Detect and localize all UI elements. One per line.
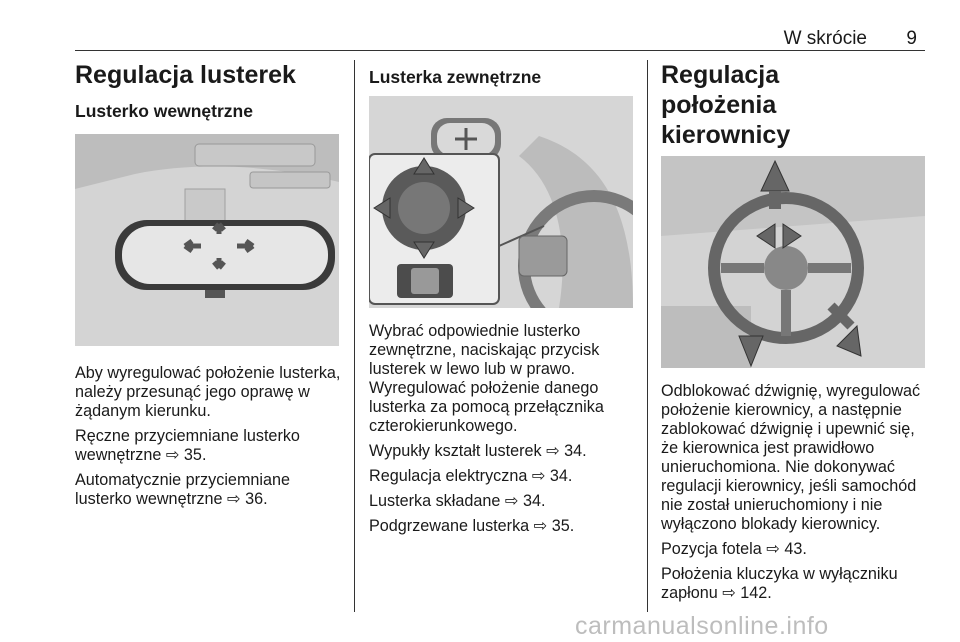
page-header [75, 28, 925, 50]
xref-paragraph[interactable]: Położenia kluczyka w wyłączniku zapłonu ⇨ 142. [661, 565, 898, 602]
header-rule [75, 50, 925, 51]
xref-paragraph[interactable]: Lusterka składane ⇨ 34. [369, 492, 546, 510]
exterior-mirror-text [369, 322, 633, 536]
xref-paragraph[interactable]: Regulacja elektryczna ⇨ 34. [369, 467, 573, 485]
xref-paragraph[interactable]: Wypukły kształt lusterek ⇨ 34. [369, 442, 587, 460]
xref-paragraph[interactable]: Automatycznie przyciemniane lusterko wewnętrzne ⇨ 36. [75, 471, 291, 508]
column-divider-2 [647, 60, 648, 612]
interior-mirror-illustration [75, 134, 339, 346]
column-divider-1 [354, 60, 355, 612]
steering-text [661, 382, 927, 603]
paragraph: Aby wyregulować położenie lusterka, należy przesunąć jego oprawę w żądanym kierunku. [75, 364, 341, 420]
interior-mirror-text [75, 364, 341, 509]
subheading-interior-mirror: Lusterko wewnętrzne [75, 101, 253, 121]
section-heading-steering: Regulacja położenia kierownicy [661, 61, 791, 149]
column-steering [661, 60, 927, 609]
paragraph: Wybrać odpowiednie lusterko zewnętrzne, naciskając przycisk lusterek w lewo lub w prawo. Wyregulować położenie danego lusterka za pomocą przełącznika czterokierunkowego. [369, 322, 604, 435]
column-mirrors [75, 60, 341, 515]
section-title: W skrócie [783, 28, 867, 49]
interior-mirror-drawing [75, 134, 339, 346]
page-number: 9 [906, 28, 917, 49]
watermark: carmanualsonline.info [575, 612, 829, 640]
xref-paragraph[interactable]: Ręczne przyciemniane lusterko wewnętrzne ⇨ 35. [75, 427, 300, 464]
column-exterior-mirrors [369, 60, 633, 542]
steering-wheel-illustration [661, 156, 925, 368]
steering-wheel-drawing [661, 156, 925, 368]
subheading-exterior-mirrors: Lusterka zewnętrzne [369, 67, 542, 87]
exterior-mirror-drawing [369, 96, 633, 308]
xref-paragraph[interactable]: Pozycja fotela ⇨ 43. [661, 540, 807, 558]
paragraph: Odblokować dźwignię, wyregulować położenie kierownicy, a następnie zablokować dźwignię i upewnić się, że kierownica jest prawidłowo unieruchomiona. Nie dokonywać regulacji kierownicy, jeśli samochód nie został unieruchomiony i nie wyłączono blokady kierownicy. [661, 382, 921, 533]
xref-paragraph[interactable]: Podgrzewane lusterka ⇨ 35. [369, 517, 575, 535]
exterior-mirror-illustration [369, 96, 633, 308]
section-heading-mirrors: Regulacja lusterek [75, 61, 296, 89]
